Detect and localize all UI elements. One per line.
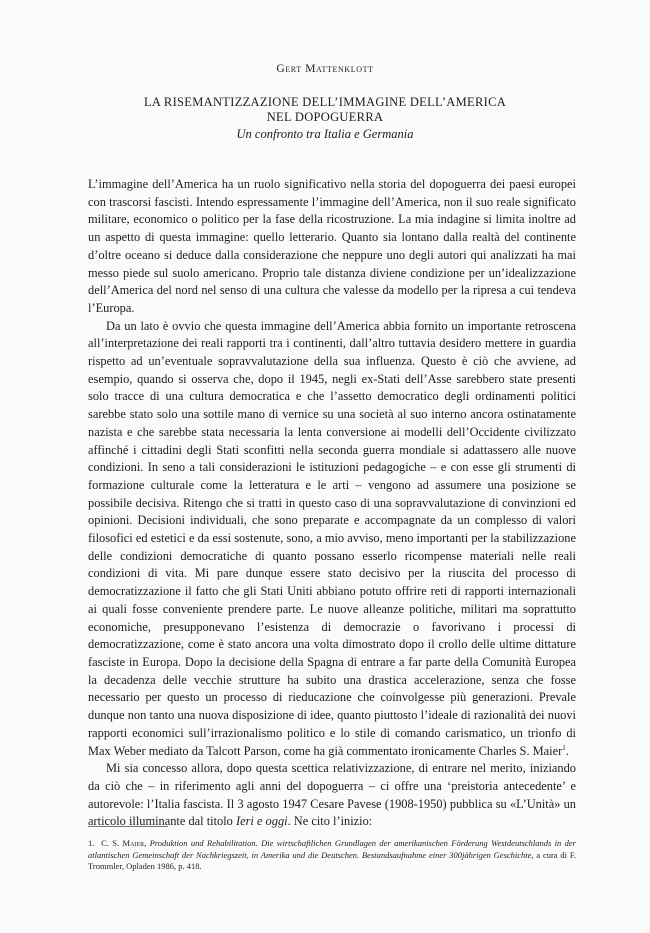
paragraph-2	[88, 318, 576, 761]
footnote-work: Produktion und Rehabilitation. Die wirtschaftlichen Grundlagen der amerikanischen Förderung Westdeutschlands in der atlantischen Gemeinschaft der Nachkriegszeit, in Amerika und die Deutschen. Bestandsaufnahme einer 300jährigen Geschichte,	[88, 838, 576, 860]
article-title-reference: Ieri e oggi	[235, 814, 288, 829]
paragraph-3	[88, 760, 576, 831]
footnote-rest: a cura di F. Trommler, Opladen 1986, p. 418.	[88, 849, 576, 871]
title-line-2: NEL DOPOGUERRA	[266, 110, 384, 124]
article-title	[0, 95, 650, 125]
paragraph-1: L’immagine dell’America ha un ruolo significativo nella storia del dopoguerra dei paesi europei con trascorsi fascisti. Intendo espressamente l’immagine dell’America, non il suo reale significato militare, economico o politico per la fase della ricostruzione. La mia indagine si limita inoltre ad un aspetto di questa immagine: quello letterario. Quanto sia lontano dalla realtà del continente d’oltre oceano si deduce dalla considerazione che neppure uno degli autori qui analizzati ha mai messo piede sul suolo americano. Proprio tale distanza diviene condizione per un’idealizzazione dell’America del nord nel senso di una cultura che valesse da modello per la ripresa a cui tendeva l’Europa.	[88, 177, 576, 315]
author-name: Gert Mattenklott	[276, 63, 374, 75]
footnote-number: 1.	[88, 838, 95, 848]
footnote-reference[interactable]: 1	[562, 743, 566, 752]
paragraph-2-end: .	[565, 743, 569, 758]
footnote	[88, 838, 576, 873]
footnote-author: C. S. Maier,	[101, 838, 147, 848]
article-subtitle: Un confronto tra Italia e Germania	[236, 127, 414, 141]
paragraph-3-text-b: . Ne cito l’inizio:	[287, 814, 373, 829]
paragraph-3-text-a: Mi sia concesso allora, dopo questa scettica relativizzazione, di entrare nel merito, iniziando da ciò che – in riferimento agli anni del dopoguerra – ci offre una ‘preistoria antecedente’ e autorevole: l’Italia fascista. Il 3 agosto 1947 Cesare Pavese (1908-1950) pubblica su «L’Unità» un articolo illuminante dal titolo	[88, 761, 576, 829]
body-text	[88, 176, 576, 831]
footnote-divider	[88, 826, 168, 827]
title-line-1: LA RISEMANTIZZAZIONE DELL’IMMAGINE DELL’AMERICA	[143, 95, 507, 109]
paragraph-2-text: Da un lato è ovvio che questa immagine dell’America abbia fornito un importante retroscena all’interpretazione dei reali rapporti tra i continenti, dall’altro tuttavia desidero mettere in guardia rispetto ad un’eventuale sopravvalutazione della sua influenza. Questo è ciò che avviene, ad esempio, quando si osserva che, dopo il 1945, negli ex-Stati dell’Asse sarebbero state presenti solo tracce di una cultura democratica e che l’assetto democratico degli ordinamenti politici sarebbe stato solo una sottile mano di vernice su una società al suo interno ancora ostinatamente nazista e che sarebbe stata necessaria la lenta conversione ai modelli dell’Occidente civilizzato affinché i cittadini degli Stati sconfitti nella seconda guerra mondiale si adattassero alle nuove condizioni. In seno a tali considerazioni le istituzioni pedagogiche – e con esse gli strumenti di formazione culturale come la letteratura e le arti – vengono ad assumere una posizione se possibile decisiva. Ritengo che si tratti in questo caso di una sopravvalutazione di convinzioni ed opinioni. Decisioni individuali, che sono preparate e accompagnate da un complesso di valori filosofici ed estetici e da essi sostenute, sono, a mio avviso, meno importanti per la stabilizzazione delle condizioni democratiche di quanto possano esserlo ricompense materiali nelle reali condizioni di vita. Mi pare dunque essere stato decisivo per la riuscita del processo di democratizzazione il fatto che gli Stati Uniti abbiano potuto offrire reti di rapporti internazionali ai quali fosse conveniente prendere parte. Le nuove alleanze politiche, militari ma soprattutto economiche, presupponevano l’esistenza di democrazie o favorivano i processi di democratizzazione, come è stato ancora una volta dimostrato dopo il crollo delle ultime dittature fasciste in Europa. Dopo la decisione della Spagna di entrare a far parte della Comunità Europea la decadenza delle vecchie strutture ha subito una drastica accelerazione, senza che fosse necessario per questo un processo di rieducazione che coinvolgesse più generazioni. Prevale dunque non tanto una nuova disposizione di idee, quanto piuttosto l’ideale di razionalità dei nuovi rapporti economici sull’irrazionalismo politico e lo stile di comando carismatico, un trionfo di Max Weber mediato da Talcott Parson, come ha già commentato ironicamente Charles S. Maier	[88, 318, 576, 758]
